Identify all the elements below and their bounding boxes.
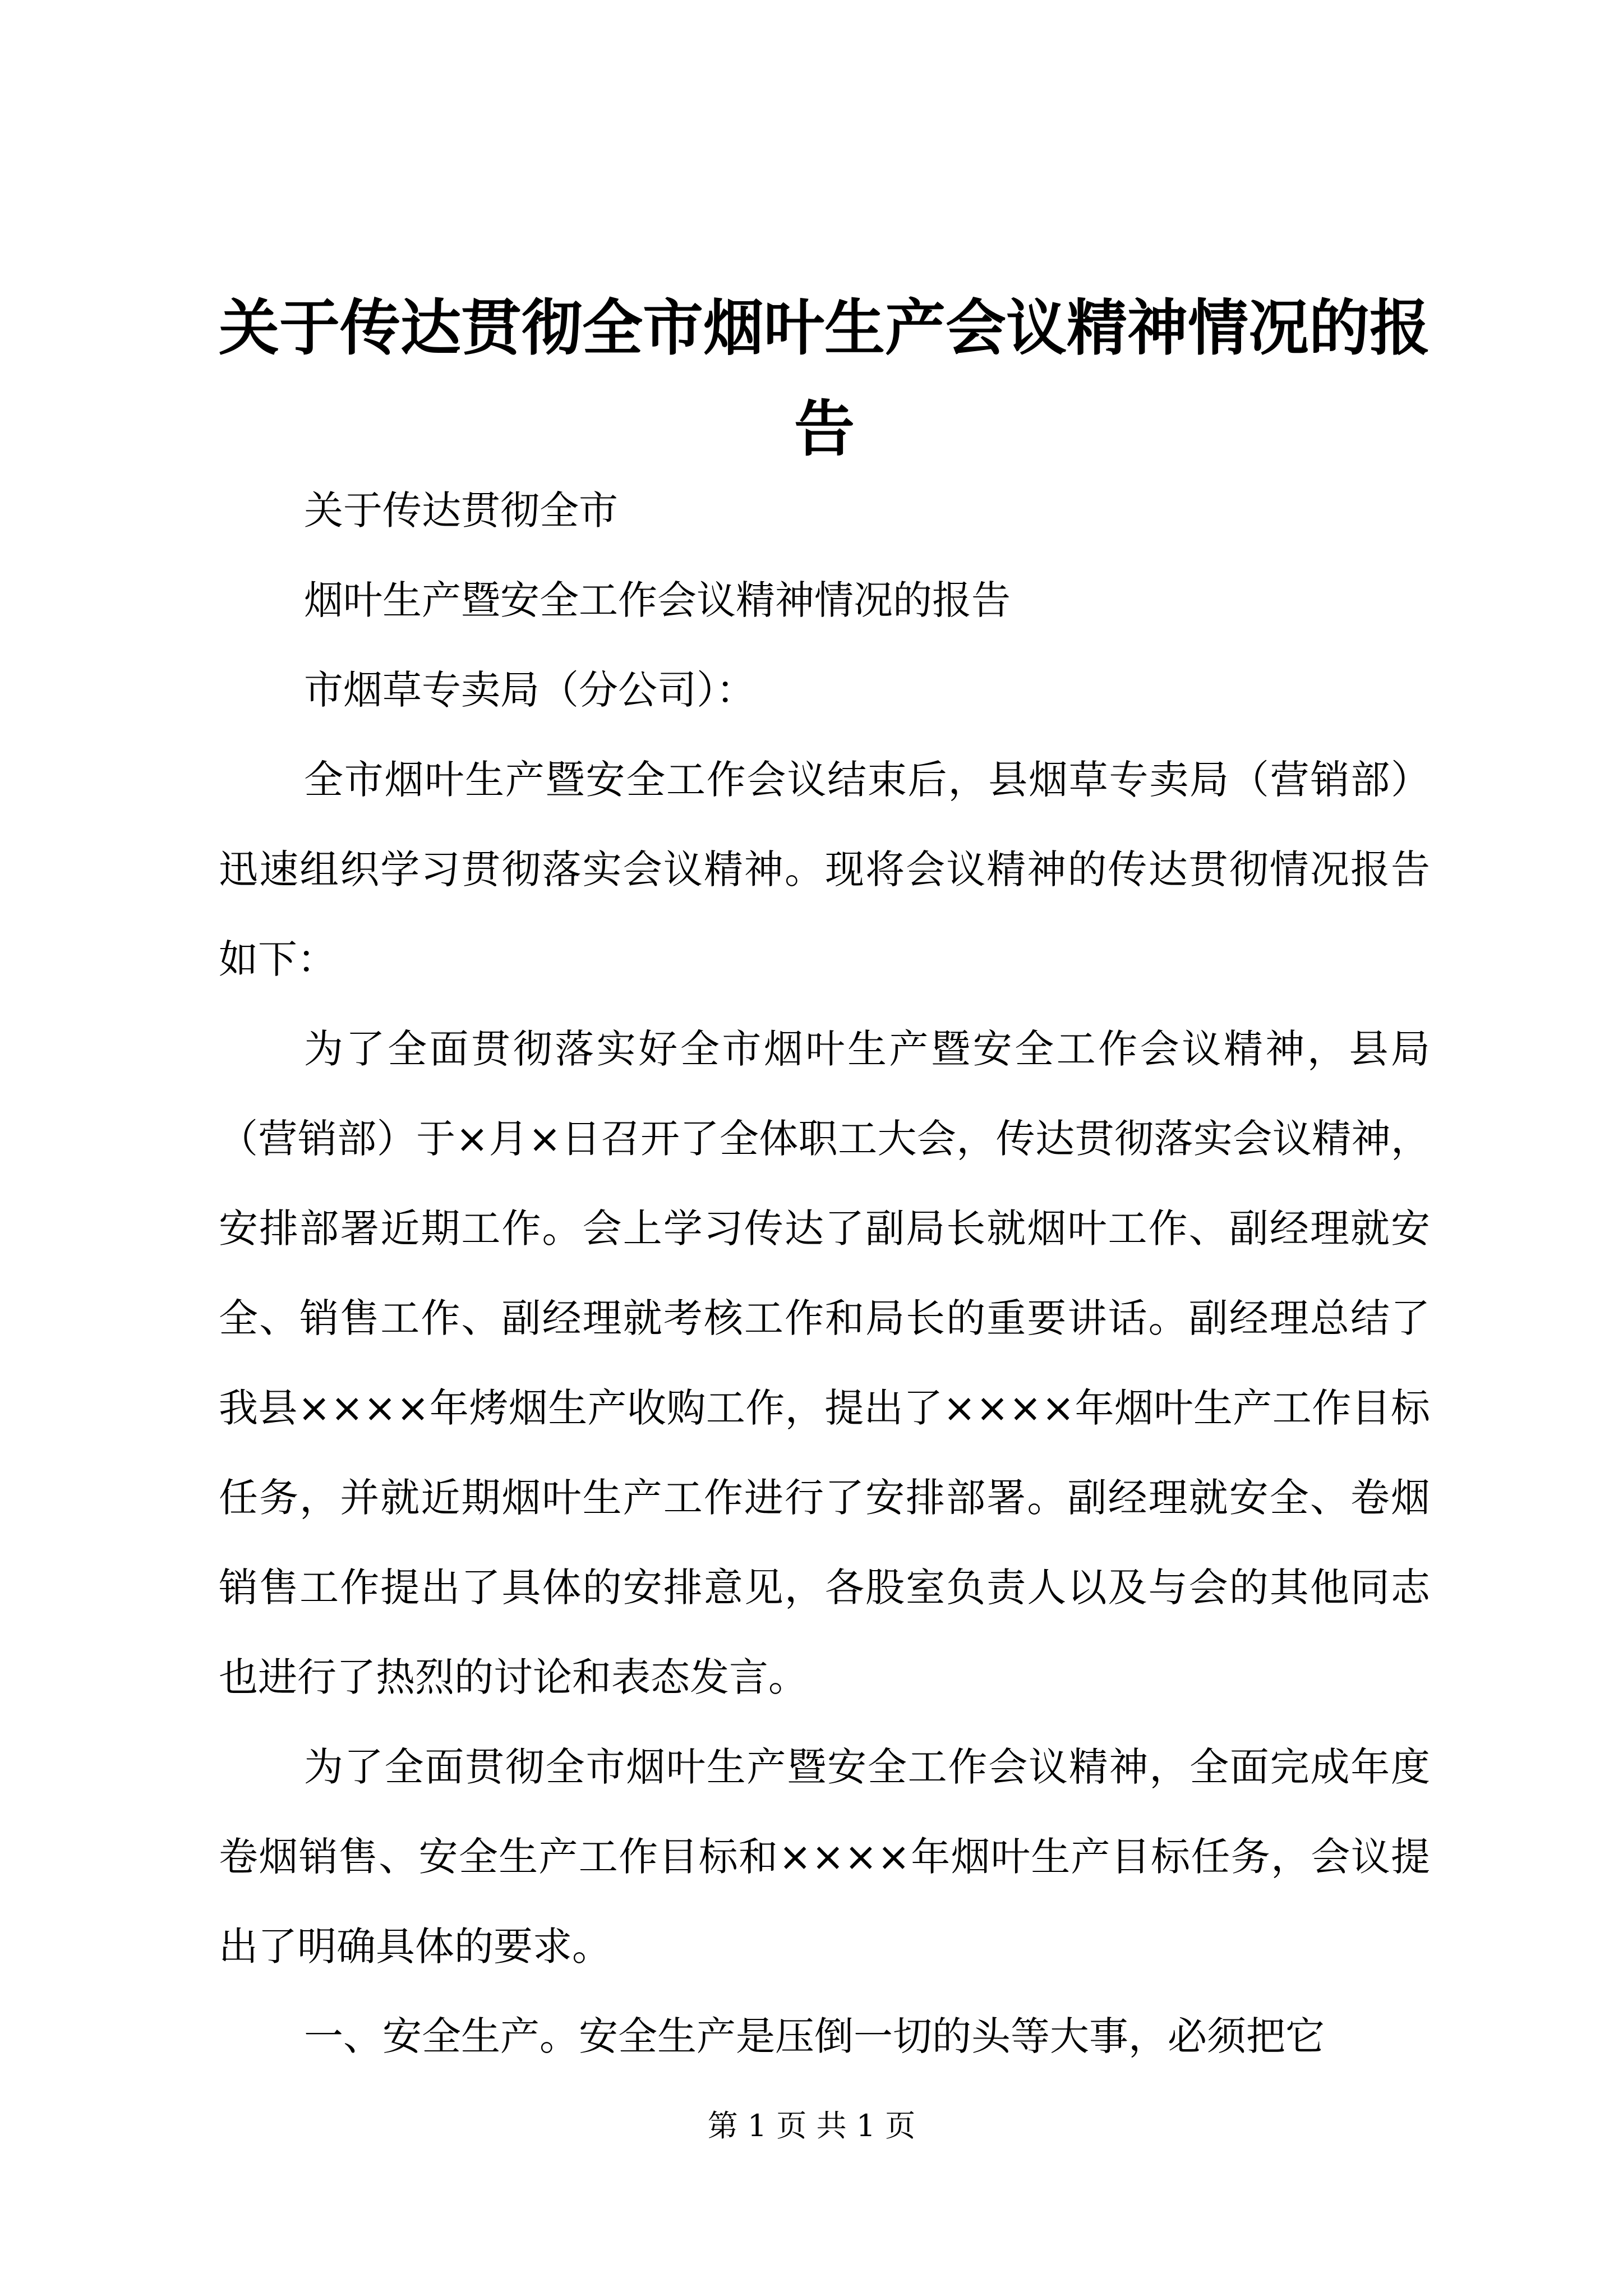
page-footer: 第 1 页 共 1 页 [707, 2108, 916, 2143]
paragraph-heading-line-1: 关于传达贯彻全市 [304, 487, 618, 533]
paragraph-requirements: 为了全面贯彻全市烟叶生产暨安全工作会议精神，全面完成年度卷烟销售、安全生产工作目标和××××年烟叶生产目标任务，会议提出了明确具体的要求。 [219, 1744, 1430, 1970]
paragraph-safety: 一、安全生产。安全生产是压倒一切的头等大事，必须把它 [304, 2013, 1325, 2059]
paragraph-intro: 全市烟叶生产暨安全工作会议结束后，县烟草专卖局（营销部）迅速组织学习贯彻落实会议精神。现将会议精神的传达贯彻情况报告如下： [219, 757, 1430, 982]
document-title: 关于传达贯彻全市烟叶生产会议精神情况的报告 [219, 293, 1431, 464]
paragraph-heading-line-2: 烟叶生产暨安全工作会议精神情况的报告 [304, 577, 1011, 623]
document-body [219, 466, 1430, 2081]
paragraph-salutation: 市烟草专卖局（分公司）： [304, 667, 755, 713]
paragraph-meeting: 为了全面贯彻落实好全市烟叶生产暨安全工作会议精神，县局（营销部）于×月×日召开了全体职工大会，传达贯彻落实会议精神，安排部署近期工作。会上学习传达了副局长就烟叶工作、副经理就安全、销售工作、副经理就考核工作和局长的重要讲话。副经理总结了我县××××年烤烟生产收购工作，提出了××××年烟叶生产工作目标任务，并就近期烟叶生产工作进行了安排部署。副经理就安全、卷烟销售工作提出了具体的安排意见，各股室负责人以及与会的其他同志也进行了热烈的讨论和表态发言。 [219, 1026, 1430, 1700]
